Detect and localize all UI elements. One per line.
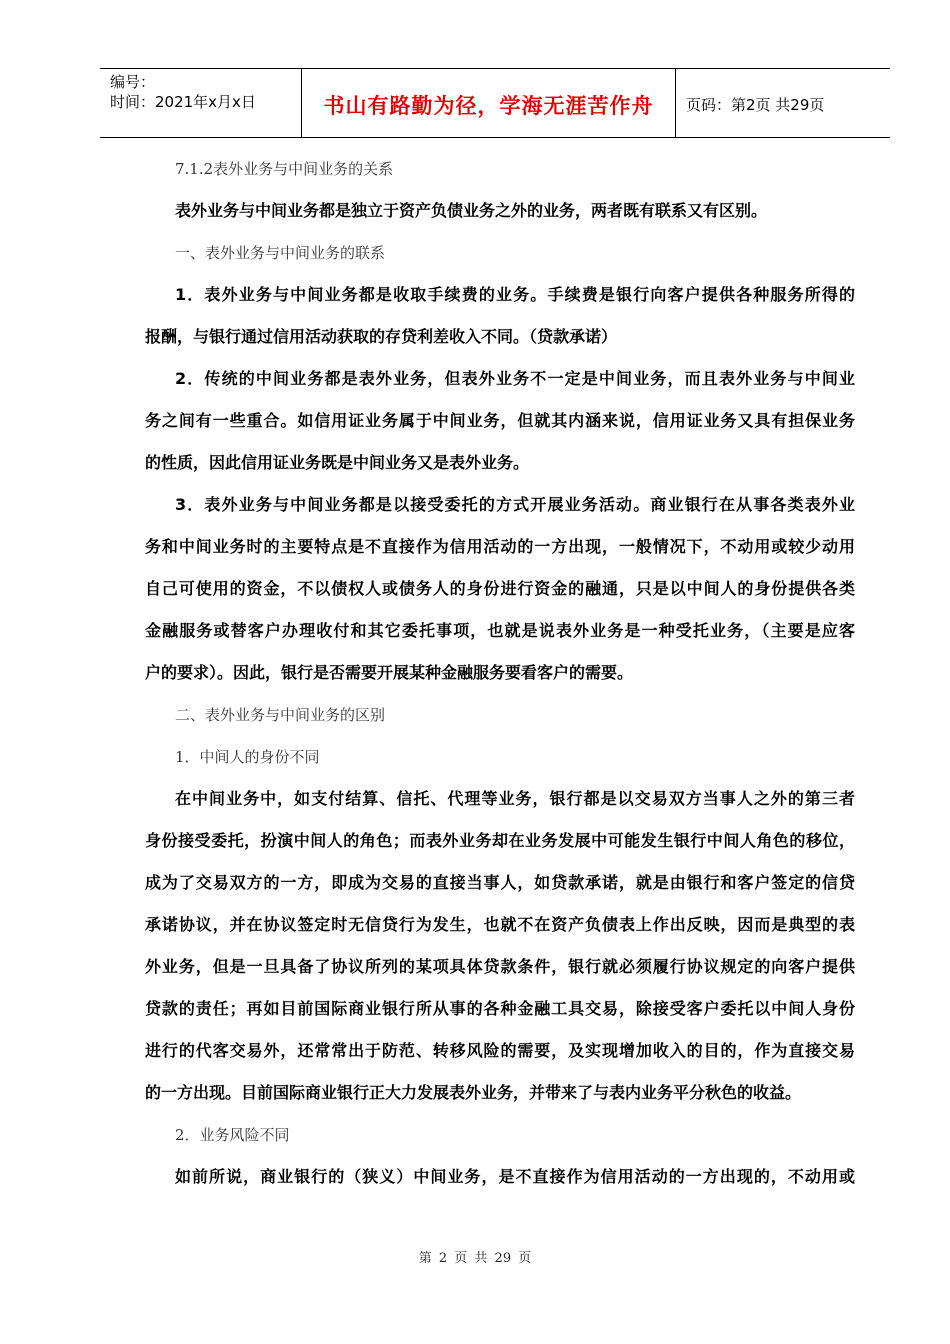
paragraph-4-line: 贷款的责任；再如目前国际商业银行所从事的各种金融工具交易，除接受客户委托以中间人身份 (145, 999, 855, 1018)
document-time: 时间：2021年x月x日 (110, 93, 256, 111)
paragraph-4-line: 外业务，但是一旦具备了协议所列的某项具体贷款条件，银行就必须履行协议规定的向客户提供 (145, 957, 855, 976)
paragraph-2-line: 务之间有一些重合。如信用证业务属于中间业务，但就其内涵来说，信用证业务又具有担保业务 (145, 411, 855, 430)
section-title: 7.1.2表外业务与中间业务的关系 (175, 160, 394, 178)
paragraph-4-line: 承诺协议，并在协议签定时无信贷行为发生，也就不在资产负债表上作出反映，因而是典型的表 (145, 915, 855, 934)
page-footer: 第 2 页 共 29 页 (418, 1251, 532, 1266)
paragraph-3-line: 金融服务或替客户办理收付和其它委托事项，也就是说表外业务是一种受托业务，（主要是应客 (145, 621, 855, 640)
part2-heading: 二、表外业务与中间业务的区别 (175, 706, 386, 724)
header-page-info: 页码：第2页 共29页 (686, 95, 825, 114)
paragraph-4-line: 成为了交易双方的一方，即成为交易的直接当事人，如贷款承诺，就是由银行和客户签定的信贷 (145, 873, 855, 892)
paragraph-3-line: 自己可使用的资金，不以债权人或债务人的身份进行资金的融通，只是以中间人的身份提供各类 (145, 579, 855, 598)
paragraph-2-line: 2．传统的中间业务都是表外业务，但表外业务不一定是中间业务，而且表外业务与中间业 (175, 369, 855, 388)
document-number-label: 编号： (110, 73, 156, 91)
paragraph-4-line: 身份接受委托，扮演中间人的角色；而表外业务却在业务发展中可能发生银行中间人角色的移位， (145, 831, 855, 850)
header-meta (100, 69, 302, 137)
paragraph-4-line: 进行的代客交易外，还常常出于防范、转移风险的需要，及实现增加收入的目的，作为直接交易 (145, 1041, 855, 1060)
paragraph-1-line: 报酬，与银行通过信用活动获取的存贷利差收入不同。（贷款承诺） (145, 327, 618, 346)
header-motto: 书山有路勤为径，学海无涯苦作舟 (302, 69, 676, 137)
paragraph-2-line: 的性质，因此信用证业务既是中间业务又是表外业务。 (145, 453, 530, 472)
intro-paragraph: 表外业务与中间业务都是独立于资产负债业务之外的业务，两者既有联系又有区别。 (175, 201, 768, 220)
paragraph-1-line: 1．表外业务与中间业务都是收取手续费的业务。手续费是银行向客户提供各种服务所得的 (175, 285, 855, 304)
subsection-2-heading: 2．业务风险不同 (175, 1126, 290, 1144)
paragraph-3-line: 务和中间业务时的主要特点是不直接作为信用活动的一方出现，一般情况下，不动用或较少动用 (145, 537, 855, 556)
part1-heading: 一、表外业务与中间业务的联系 (175, 244, 386, 262)
paragraph-5-line: 如前所说，商业银行的（狭义）中间业务，是不直接作为信用活动的一方出现的，不动用或 (175, 1167, 855, 1186)
paragraph-4-line: 的一方出现。目前国际商业银行正大力发展表外业务，并带来了与表内业务平分秋色的收益。 (145, 1083, 802, 1102)
paragraph-3-line: 3．表外业务与中间业务都是以接受委托的方式开展业务活动。商业银行在从事各类表外业 (175, 495, 855, 514)
subsection-1-heading: 1．中间人的身份不同 (175, 748, 320, 766)
paragraph-4-line: 在中间业务中，如支付结算、信托、代理等业务，银行都是以交易双方当事人之外的第三者 (175, 789, 855, 808)
document-body (145, 148, 855, 1198)
paragraph-3-line: 户的要求）。因此，银行是否需要开展某种金融服务要看客户的需要。 (145, 663, 634, 682)
header-table (100, 68, 890, 138)
